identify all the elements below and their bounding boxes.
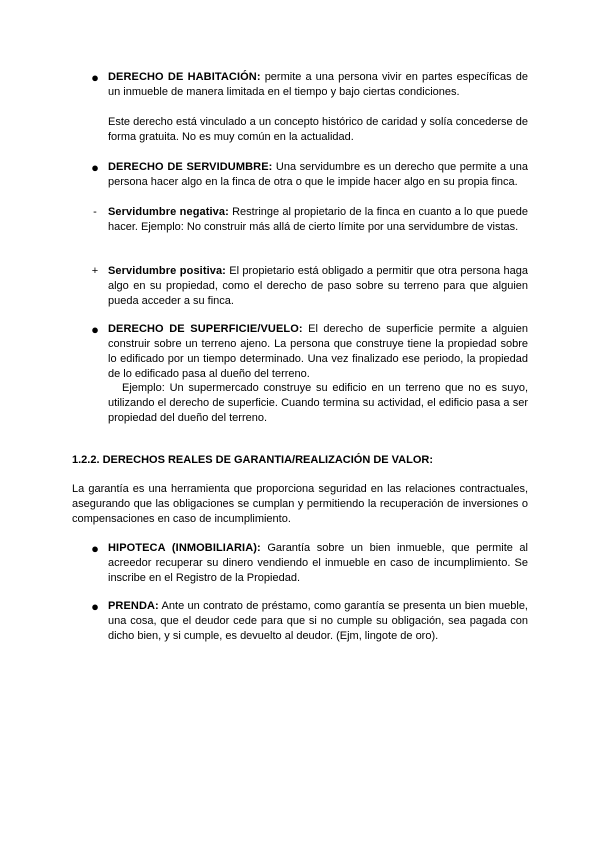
term-description: Restringe al propietario de la finca en cuanto a lo que puede hacer. Ejemplo: No construir más allá de cierto límite por una servidumbre de vistas. [108, 206, 528, 233]
term-description: El propietario está obligado a permitir que otra persona haga algo en su propiedad, como el derecho de paso sobre su terreno para que alguien pueda acceder a su finca. [108, 265, 528, 307]
term-label: DERECHO DE SERVIDUMBRE: [108, 161, 273, 173]
term-description: El derecho de superficie permite a alguien construir sobre un terreno ajeno. La persona que construye tiene la propiedad sobre lo edificado por un tiempo determinado. Una vez finalizado ese periodo, la propiedad de lo edificado pasa al dueño del terreno. [108, 323, 528, 380]
bullet-icon: ● [91, 599, 99, 614]
dash-marker-icon: - [93, 206, 97, 218]
list-item-servidumbre-positiva [108, 264, 528, 309]
section-heading: 1.2.2. DERECHOS REALES DE GARANTIA/REALIZACIÓN DE VALOR: [72, 454, 433, 466]
term-label: DERECHO DE SUPERFICIE/VUELO: [108, 323, 303, 335]
term-label: HIPOTECA (INMOBILIARIA): [108, 542, 261, 554]
example-paragraph: Ejemplo: Un supermercado construye su edificio en un terreno que no es suyo, utilizando el derecho de superficie. Cuando termina su actividad, el edificio pasa a ser propiedad del dueño del terreno. [108, 382, 528, 424]
plus-marker-icon: + [91, 265, 99, 277]
list-item-servidumbre-negativa [108, 205, 528, 235]
term-description: Una servidumbre es un derecho que permite a una persona hacer algo en la finca de otra o que le impide hacer algo en su propia finca. [108, 161, 528, 188]
bullet-icon: ● [91, 70, 99, 85]
term-label: Servidumbre positiva: [108, 265, 226, 277]
note-paragraph: Este derecho está vinculado a un concepto histórico de caridad y solía concederse de forma gratuita. No es muy común en la actualidad. [108, 116, 528, 143]
term-description: Ante un contrato de préstamo, como garantía se presenta un bien mueble, una cosa, que el deudor cede para que si no cumple su obligación, sea pagada con dicho bien, y si cumple, es devuelto al deudor. (Ejm, lingote de oro). [108, 600, 528, 642]
bullet-icon: ● [91, 541, 99, 556]
list-item-superficie [108, 322, 528, 382]
term-label: DERECHO DE HABITACIÓN: [108, 71, 261, 83]
list-item-servidumbre [108, 160, 528, 190]
list-item-habitacion [108, 70, 528, 100]
term-label: Servidumbre negativa: [108, 206, 229, 218]
term-description: Garantía sobre un bien inmueble, que permite al acreedor recuperar su dinero vendiendo el inmueble en caso de incumplimiento. Se inscribe en el Registro de la Propiedad. [108, 542, 528, 584]
term-description: permite a una persona vivir en partes específicas de un inmueble de manera limitada en el tiempo y bajo ciertas condiciones. [108, 71, 529, 98]
list-item-hipoteca [108, 541, 528, 586]
term-label: PRENDA: [108, 600, 159, 612]
list-item-prenda [108, 599, 528, 644]
bullet-icon: ● [91, 160, 99, 175]
intro-paragraph: La garantía es una herramienta que proporciona seguridad en las relaciones contractuales, asegurando que las obligaciones se cumplan y permitiendo la recuperación de inversiones o compensaciones en caso de incumplimiento. [72, 483, 528, 525]
bullet-icon: ● [91, 322, 99, 337]
